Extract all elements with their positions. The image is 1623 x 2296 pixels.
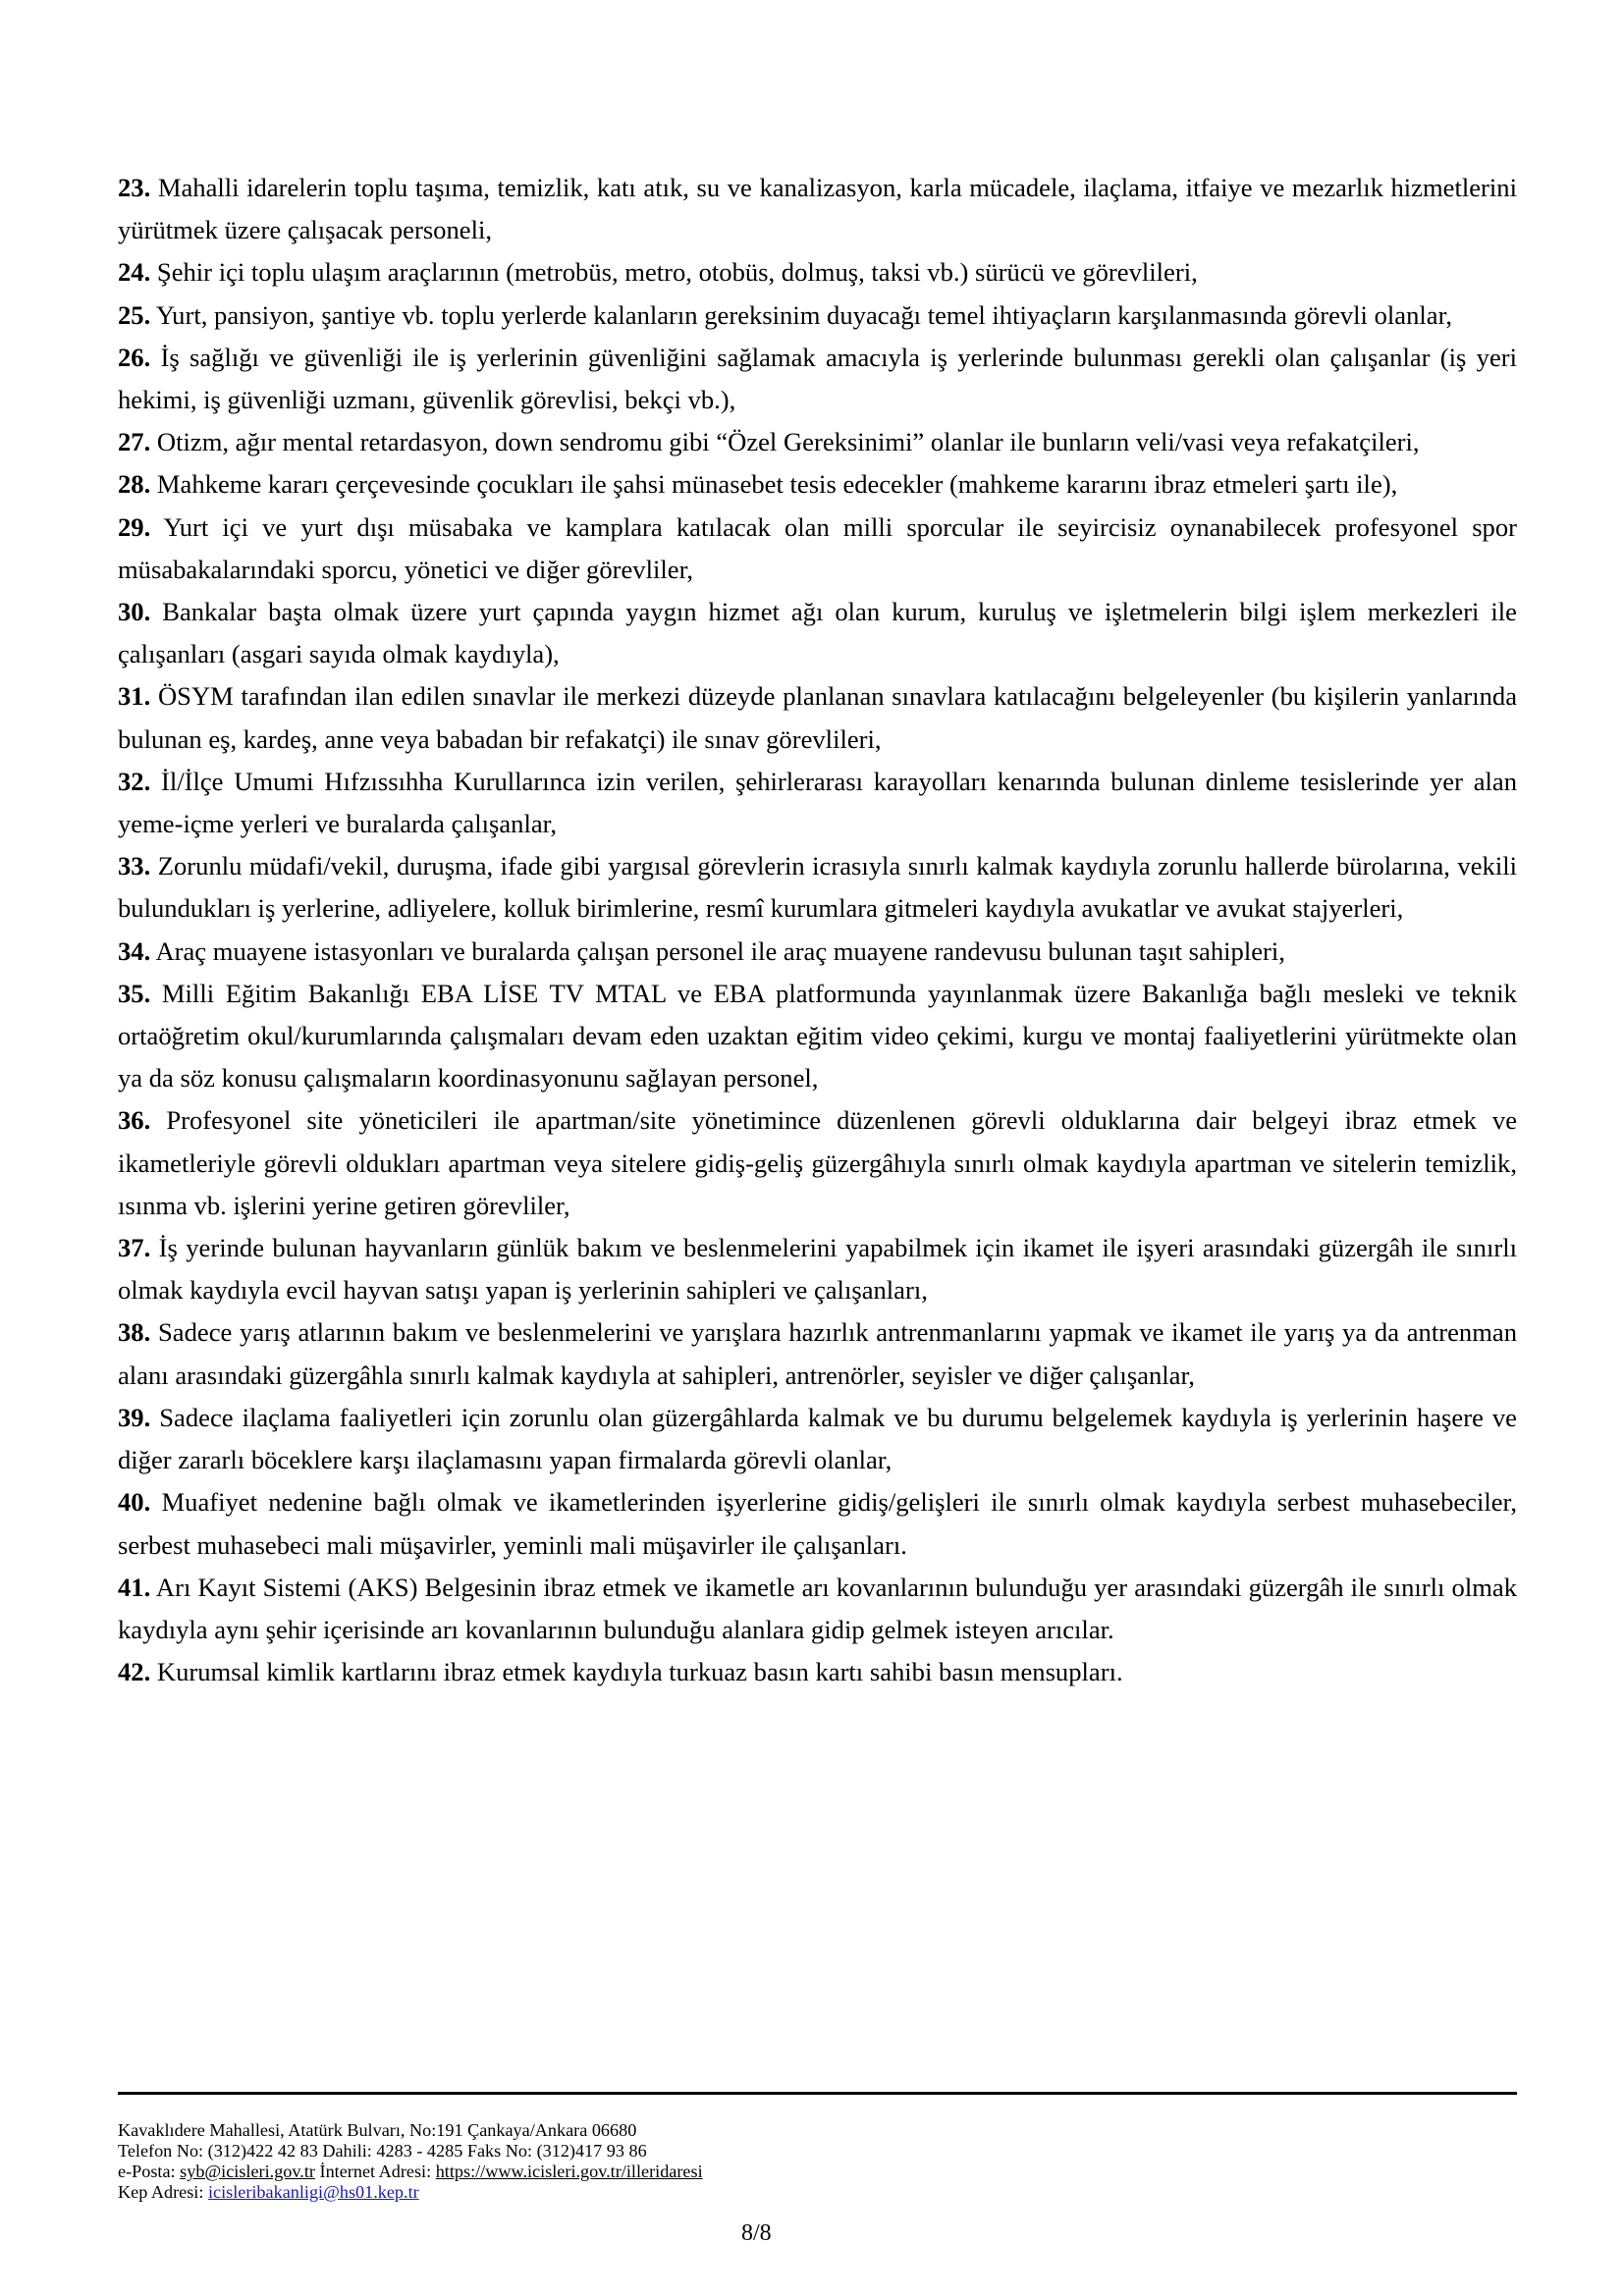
item-text: Muafiyet nedenine bağlı olmak ve ikametlerinden işyerlerine gidiş/gelişleri ile sınırlı olmak kaydıyla serbest muhasebeciler, serbest muhasebeci mali müşavirler, yeminli mali müşavirler ile çalışanları.: [118, 1487, 1517, 1560]
item-text: Kurumsal kimlik kartlarını ibraz etmek kaydıyla turkuaz basın kartı sahibi basın mensupları.: [156, 1657, 1123, 1687]
item-number: 24.: [118, 257, 151, 288]
item-number: 38.: [118, 1317, 151, 1348]
item-number: 35.: [118, 978, 151, 1008]
item-number: 26.: [118, 342, 151, 372]
item-text: Yurt, pansiyon, şantiye vb. toplu yerlerde kalanların gereksinim duyacağı temel ihtiyaçların karşılanmasında görevli olanlar,: [155, 299, 1453, 330]
item-text: Mahkeme kararı çerçevesinde çocukları ile şahsi münasebet tesis edecekler (mahkeme kararını ibraz etmeleri şartı ile),: [156, 469, 1398, 500]
item-number: 42.: [118, 1657, 151, 1687]
list-item-26: [118, 337, 1517, 421]
footer-divider: [118, 2092, 1517, 2095]
list-item-24: [118, 251, 1517, 294]
list-item-32: [118, 761, 1517, 845]
list-item-42: [118, 1651, 1517, 1693]
item-number: 32.: [118, 766, 151, 796]
document-body: [118, 167, 1517, 1693]
email-label: e-Posta:: [118, 2162, 181, 2181]
website-link[interactable]: https://www.icisleri.gov.tr/illeridaresi: [435, 2162, 703, 2181]
list-item-36: [118, 1099, 1517, 1227]
item-number: 37.: [118, 1233, 151, 1263]
item-number: 28.: [118, 469, 151, 500]
kep-label: Kep Adresi:: [118, 2182, 208, 2202]
list-item-33: [118, 845, 1517, 930]
list-item-37: [118, 1227, 1517, 1311]
footer-email-line: [118, 2162, 703, 2182]
item-number: 29.: [118, 511, 151, 542]
item-number: 34.: [118, 935, 151, 966]
list-item-40: [118, 1481, 1517, 1566]
item-text: Mahalli idarelerin toplu taşıma, temizlik, katı atık, su ve kanalizasyon, karla mücadele, ilaçlama, itfaiye ve mezarlık hizmetlerini yürütmek üzere çalışacak personeli,: [118, 173, 1517, 245]
list-item-25: [118, 294, 1517, 337]
item-text: Otizm, ağır mental retardasyon, down sendromu gibi “Özel Gereksinimi” olanlar ile bunların veli/vasi veya refakatçileri,: [156, 427, 1420, 457]
item-number: 31.: [118, 681, 151, 712]
footer-contact: [118, 2120, 703, 2203]
item-text: Sadece yarış atlarının bakım ve beslenmelerini ve yarışlara hazırlık antrenmanlarını yapmak ve ikamet ile yarış ya da antrenman alanı arasındaki güzergâhla sınırlı kalmak kaydıyla at sahipleri, antrenörler, seyisler ve diğer çalışanlar,: [118, 1317, 1517, 1390]
list-item-27: [118, 421, 1517, 463]
item-number: 30.: [118, 597, 151, 627]
item-text: ÖSYM tarafından ilan edilen sınavlar ile merkezi düzeyde planlanan sınavlara katılacağını belgeleyenler (bu kişilerin yanlarında bulunan eş, kardeş, anne veya babadan bir refakatçi) ile sınav görevlileri,: [118, 681, 1517, 754]
list-item-28: [118, 463, 1517, 506]
item-text: Sadece ilaçlama faaliyetleri için zorunlu olan güzergâhlarda kalmak ve bu durumu belgelemek kaydıyla iş yerlerinin haşere ve diğer zararlı böceklere karşı ilaçlamasını yapan firmalarda görevli olanlar,: [118, 1402, 1517, 1475]
item-text: İl/İlçe Umumi Hıfzıssıhha Kurullarınca izin verilen, şehirlerarası karayolları kenarında bulunan dinleme tesislerinde yer alan yeme-içme yerleri ve buralarda çalışanlar,: [118, 766, 1517, 839]
item-text: Arı Kayıt Sistemi (AKS) Belgesinin ibraz etmek ve ikametle arı kovanlarının bulunduğu yer arasındaki güzergâh ile sınırlı olmak kaydıyla aynı şehir içerisinde arı kovanlarının bulunduğu alanlara gidip gelmek isteyen arıcılar.: [118, 1572, 1517, 1644]
list-item-23: [118, 167, 1517, 251]
web-label: İnternet Adresi:: [314, 2162, 436, 2181]
item-text: Profesyonel site yöneticileri ile apartman/site yönetimince düzenlenen görevli olduklarına dair belgeyi ibraz etmek ve ikametleriyle görevli oldukları apartman veya sitelere gidiş-geliş güzergâhıyla sınırlı olmak kaydıyla apartman ve sitelerin temizlik, ısınma vb. işlerini yerine getiren görevliler,: [118, 1105, 1517, 1220]
item-text: Yurt içi ve yurt dışı müsabaka ve kamplara katılacak olan milli sporcular ile seyircisiz oynanabilecek profesyonel spor müsabakalarındaki sporcu, yönetici ve diğer görevliler,: [118, 511, 1518, 584]
list-item-30: [118, 591, 1517, 675]
list-item-38: [118, 1311, 1517, 1396]
list-item-31: [118, 675, 1517, 760]
item-number: 33.: [118, 851, 151, 881]
item-number: 40.: [118, 1487, 151, 1518]
kep-link[interactable]: icisleribakanligi@hs01.kep.tr: [207, 2182, 419, 2202]
item-text: Milli Eğitim Bakanlığı EBA LİSE TV MTAL ve EBA platformunda yayınlanmak üzere Bakanlığa bağlı mesleki ve teknik ortaöğretim okul/kurumlarında çalışmaları devam eden uzaktan eğitim video çekimi, kurgu ve montaj faaliyetlerini yürütmekte olan ya da söz konusu çalışmaların koordinasyonunu sağlayan personel,: [118, 978, 1517, 1094]
item-number: 36.: [118, 1105, 151, 1136]
list-item-39: [118, 1397, 1517, 1481]
page-number: 8/8: [741, 2220, 772, 2246]
footer-phone: Telefon No: (312)422 42 83 Dahili: 4283 - 4285 Faks No: (312)417 93 86: [118, 2141, 647, 2161]
item-text: Bankalar başta olmak üzere yurt çapında yaygın hizmet ağı olan kurum, kuruluş ve işletmelerin bilgi işlem merkezleri ile çalışanları (asgari sayıda olmak kaydıyla),: [118, 597, 1517, 669]
item-text: İş sağlığı ve güvenliği ile iş yerlerinin güvenliğini sağlamak amacıyla iş yerlerinde bulunması gerekli olan çalışanlar (iş yeri hekimi, iş güvenliği uzmanı, güvenlik görevlisi, bekçi vb.),: [118, 342, 1517, 415]
list-item-34: [118, 931, 1517, 973]
item-text: Araç muayene istasyonları ve buralarda çalışan personel ile araç muayene randevusu bulunan taşıt sahipleri,: [155, 935, 1285, 966]
item-number: 23.: [118, 173, 151, 202]
item-text: İş yerinde bulunan hayvanların günlük bakım ve beslenmelerini yapabilmek için ikamet ile işyeri arasındaki güzergâh ile sınırlı olmak kaydıyla evcil hayvan satışı yapan iş yerlerinin sahipleri ve çalışanları,: [118, 1233, 1517, 1306]
footer-address: Kavaklıdere Mahallesi, Atatürk Bulvarı, No:191 Çankaya/Ankara 06680: [118, 2120, 637, 2140]
item-text: Zorunlu müdafi/vekil, duruşma, ifade gibi yargısal görevlerin icrasıyla sınırlı kalmak kaydıyla zorunlu hallerde bürolarına, vekili bulundukları iş yerlerine, adliyelere, kolluk birimlerine, resmî kurumlara gitmeleri kaydıyla avukatlar ve avukat stajyerleri,: [118, 851, 1517, 924]
footer-kep-line: [118, 2182, 703, 2203]
item-number: 41.: [118, 1572, 151, 1602]
item-number: 25.: [118, 299, 151, 330]
list-item-35: [118, 973, 1517, 1100]
list-item-41: [118, 1567, 1517, 1651]
item-number: 27.: [118, 427, 151, 457]
item-number: 39.: [118, 1402, 151, 1432]
item-text: Şehir içi toplu ulaşım araçlarının (metrobüs, metro, otobüs, dolmuş, taksi vb.) sürücü ve görevlileri,: [156, 257, 1198, 288]
email-link[interactable]: syb@icisleri.gov.tr: [180, 2162, 315, 2181]
list-item-29: [118, 507, 1517, 591]
